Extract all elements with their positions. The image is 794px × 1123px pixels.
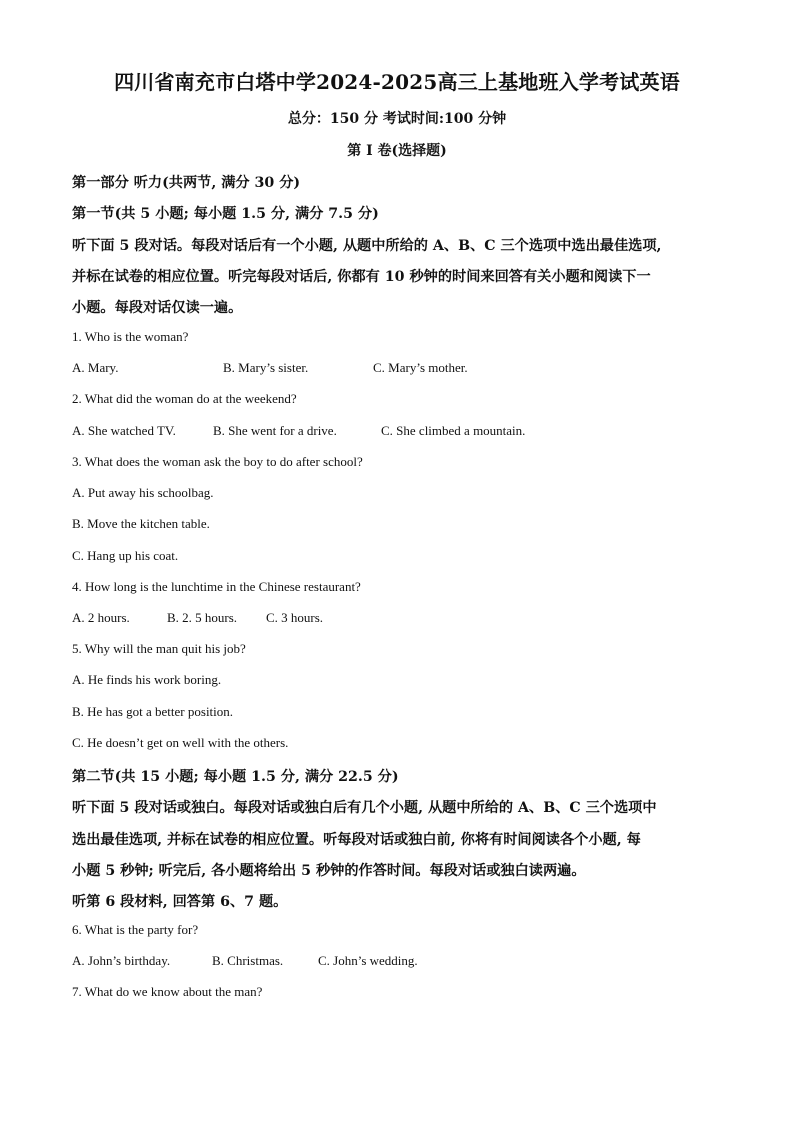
exam-info: 总分：150 分 考试时间:100 分钟 [287, 111, 507, 127]
option-a[interactable]: A. 2 hours. [72, 610, 130, 625]
section1-instruction-line: 并标在试卷的相应位置。听完每段对话后, 你都有 10 秒钟的时间来回答有关小题和阅读下一 [72, 269, 651, 285]
option-c[interactable]: C. He doesn’t get on well with the others. [72, 735, 289, 750]
option-b[interactable]: B. Move the kitchen table. [72, 516, 210, 531]
part-heading: 第一部分 听力(共两节, 满分 30 分) [72, 175, 301, 191]
question-4: 4. How long is the lunchtime in the Chinese restaurant? [72, 579, 361, 594]
section1-heading: 第一节(共 5 小题; 每小题 1.5 分, 满分 7.5 分) [72, 206, 379, 222]
exam-title: 四川省南充市白塔中学2024-2025高三上基地班入学考试英语 [114, 70, 680, 94]
question-7: 7. What do we know about the man? [72, 984, 263, 999]
section2-instruction-line: 听下面 5 段对话或独白。每段对话或独白后有几个小题, 从题中所给的 A、B、C 三个选项中 [72, 800, 657, 816]
option-b[interactable]: B. Christmas. [212, 953, 284, 968]
option-c[interactable]: C. Hang up his coat. [72, 548, 179, 563]
option-b[interactable]: B. 2. 5 hours. [167, 610, 238, 625]
option-c[interactable]: C. She climbed a mountain. [381, 423, 526, 438]
option-a[interactable]: A. She watched TV. [72, 423, 176, 438]
question-6: 6. What is the party for? [72, 922, 199, 937]
option-b[interactable]: B. He has got a better position. [72, 704, 234, 719]
question-5: 5. Why will the man quit his job? [72, 641, 246, 656]
question-1: 1. Who is the woman? [72, 329, 189, 344]
option-a[interactable]: A. Mary. [72, 360, 119, 375]
section2-heading: 第二节(共 15 小题; 每小题 1.5 分, 满分 22.5 分) [72, 769, 399, 785]
volume-title: 第 I 卷(选择题) [347, 143, 447, 159]
material-6-heading: 听第 6 段材料, 回答第 6、7 题。 [72, 894, 288, 910]
option-a[interactable]: A. Put away his schoolbag. [72, 485, 214, 500]
section1-instruction-line: 听下面 5 段对话。每段对话后有一个小题, 从题中所给的 A、B、C 三个选项中选出最佳选项, [72, 238, 662, 254]
option-b[interactable]: B. She went for a drive. [213, 423, 337, 438]
option-a[interactable]: A. He finds his work boring. [72, 672, 222, 687]
section2-instruction-line: 选出最佳选项, 并标在试卷的相应位置。听每段对话或独白前, 你将有时间阅读各个小题, 每 [72, 832, 641, 848]
option-b[interactable]: B. Mary’s sister. [223, 360, 309, 375]
question-3: 3. What does the woman ask the boy to do after school? [72, 454, 363, 469]
option-c[interactable]: C. Mary’s mother. [373, 360, 468, 375]
option-c[interactable]: C. John’s wedding. [318, 953, 418, 968]
question-2: 2. What did the woman do at the weekend? [72, 391, 297, 406]
option-c[interactable]: C. 3 hours. [266, 610, 324, 625]
section2-instruction-line: 小题 5 秒钟; 听完后, 各小题将给出 5 秒钟的作答时间。每段对话或独白读两遍。 [72, 863, 586, 879]
option-a[interactable]: A. John’s birthday. [72, 953, 171, 968]
section1-instruction-line: 小题。每段对话仅读一遍。 [72, 300, 243, 316]
